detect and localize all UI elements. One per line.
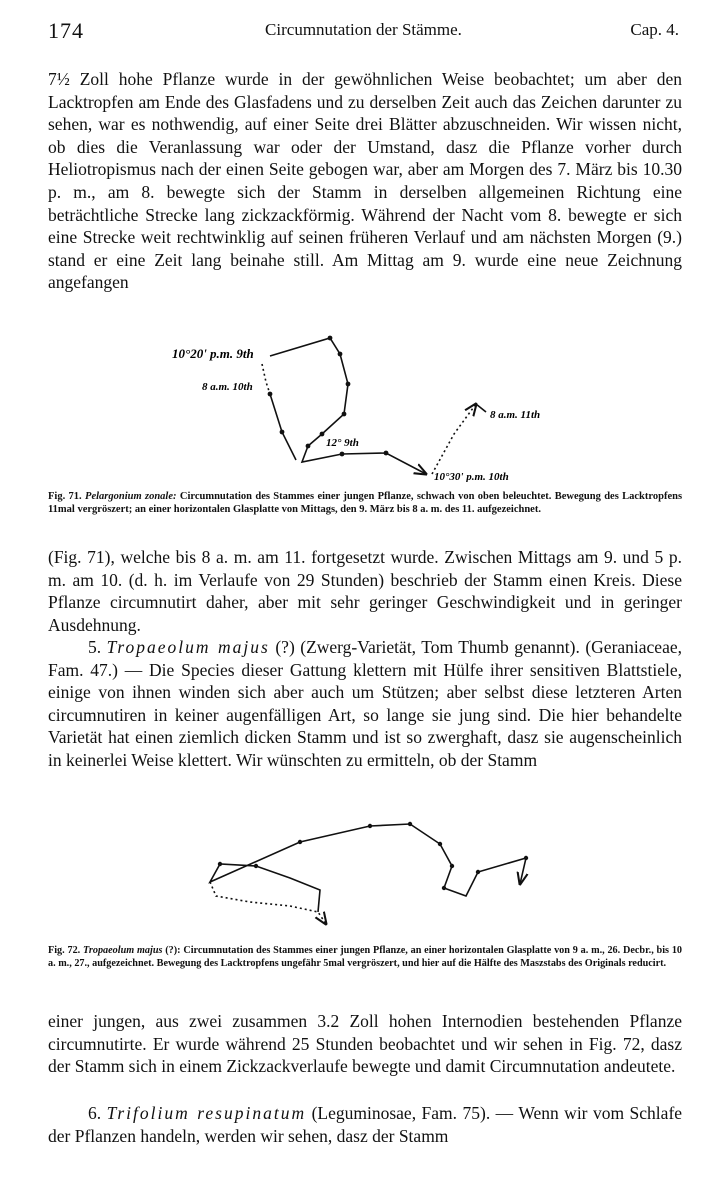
paragraph-1-text: Zoll hohe Pflanze wurde in der gewöhnlichen Weise beobachtet; um aber den Lacktropfen am Ende des Glasfadens und zu derselben Zeit auch das Zeichen darunter zu sehen, war es nothwendig, auf einer Seite drei Blätter abzuschneiden. Wir wissen nicht, ob dies die Veranlassung war oder der Umstand, dasz die Pflanze vorher durch Heliotropismus nach der einen Seite gebogen war, aber am Morgen des 7. März bis 10.30 p. m., am 8. bewegte sich der Stamm in derselben allgemeinen Richtung eine beträchtliche Strecke lang zickzackförmig. Während der Nacht vom 8. bewegte er sich eine Strecke weit rechtwinklig auf seinen früheren Verlauf und am nächsten Morgen (9.) stand er eine Zeit lang beinahe still. Am Mittag am 9. wurde eine neue Zeichnung angefangen [48,69,683,293]
fig71-label-5: 8 a.m. 11th [490,409,541,421]
fig72-caption-species: Tropaeolum majus [83,945,163,956]
fig71-label-4: 10°30' p.m. 10th [434,471,509,482]
figure-72 [180,812,560,932]
paragraph-5 [48,1102,682,1147]
fig72-caption-label: Fig. 72. [48,945,81,956]
fig72-points [218,822,528,890]
fig72-trace-dotted [210,882,326,924]
chapter-label: Cap. 4. [630,20,679,39]
species-name-tropaeolum: Tropaeolum majus [106,637,270,657]
fig71-label-3: 12° 9th [326,437,359,449]
paragraph-1 [48,68,682,294]
running-title: Circumnutation der Stämme. [265,20,462,39]
fig71-caption-text: Circumnutation des Stammes einer jungen Pflanze, schwach von oben beleuchtet. Bewegung des Lacktropfens 11mal vergröszert; an einer horizontalen Glasplatte von Mittags, den 9. März bis 8 a. m. des 11. aufgezeichnet. [48,491,683,515]
fig71-trace-dotted-b [432,404,476,474]
paragraph-2-text: (Fig. 71), welche bis 8 a. m. am 11. fortgesetzt wurde. Zwischen Mittags am 9. und 5 p. m. am 10. (d. h. im Verlaufe von 29 Stunden) beschrieb der Stamm einen Kreis. Diese Pflanze circumnutirt daher, aber mit sehr geringer Geschwindigkeit und in geringer Ausdehnung. [48,547,682,635]
page-number: 174 [48,18,84,43]
fig71-trace-dotted-a [262,364,270,394]
figure-71-caption [48,490,682,516]
fig71-label-2: 8 a.m. 10th [202,381,253,393]
paragraph-4-text: einer jungen, aus zwei zusammen 3.2 Zoll hohen Internodien bestehenden Pflanze circumnutirte. Er wurde während 25 Stunden beobachtet und wir sehen in Fig. 72, dasz der Stamm sich in einem Zickzackverlaufe bewegte und damit Circumnutation andeutete. [48,1011,682,1077]
section-number-6: 6. [88,1103,102,1123]
figure-71 [150,322,600,482]
fig71-trace-end [476,404,486,412]
fig71-caption-label: Fig. 71. [48,491,82,502]
fig72-caption-text: (?): Circumnutation des Stammes einer jungen Pflanze, an einer horizontalen Glasplatte von 9 a. m., 26. Decbr., bis 10 a. m., 27., aufgezeichnet. Bewegung des Lacktropfens ungefähr 5mal vergröszert, und hier auf die Hälfte des Maszstabs des Originals reducirt. [48,945,683,969]
paragraph-4 [48,1010,682,1078]
species-name-trifolium: Trifolium resupinatum [106,1103,307,1123]
paragraph-5-text: (Leguminosae, Fam. 75). — Wenn wir vom Schlafe der Pflanzen handeln, werden wir sehen, dasz der Stamm [48,1103,683,1146]
fraction-value: 7½ [48,69,70,89]
section-number-5: 5. [88,637,102,657]
fig71-trace-b [270,394,296,460]
paragraph-3 [48,636,682,772]
paragraph-2 [48,546,682,636]
fig71-caption-species: Pelargonium zonale: [85,491,177,502]
fig72-trace-solid [210,824,526,912]
figure-72-caption [48,944,682,970]
page-header [48,14,679,48]
fig71-label-1: 10°20' p.m. 9th [172,346,254,361]
paragraph-3-text: (?) (Zwerg-Varietät, Tom Thumb genannt). (Geraniaceae, Fam. 47.) — Die Species dieser Gattung klettern mit Hülfe ihrer sensitiven Blattstiele, einige von ihnen winden sich aber auch um Stützen; aber selbst diese letzteren Arten circumnutiren in keiner augenfälligen Art, so lange sie jung sind. Die hier behandelte Varietät hat einen ziemlich dicken Stamm und ist so zwerghaft, dasz sie augenscheinlich in keinerlei Weise klettert. Wir wünschten zu ermitteln, ob der Stamm [48,637,682,770]
